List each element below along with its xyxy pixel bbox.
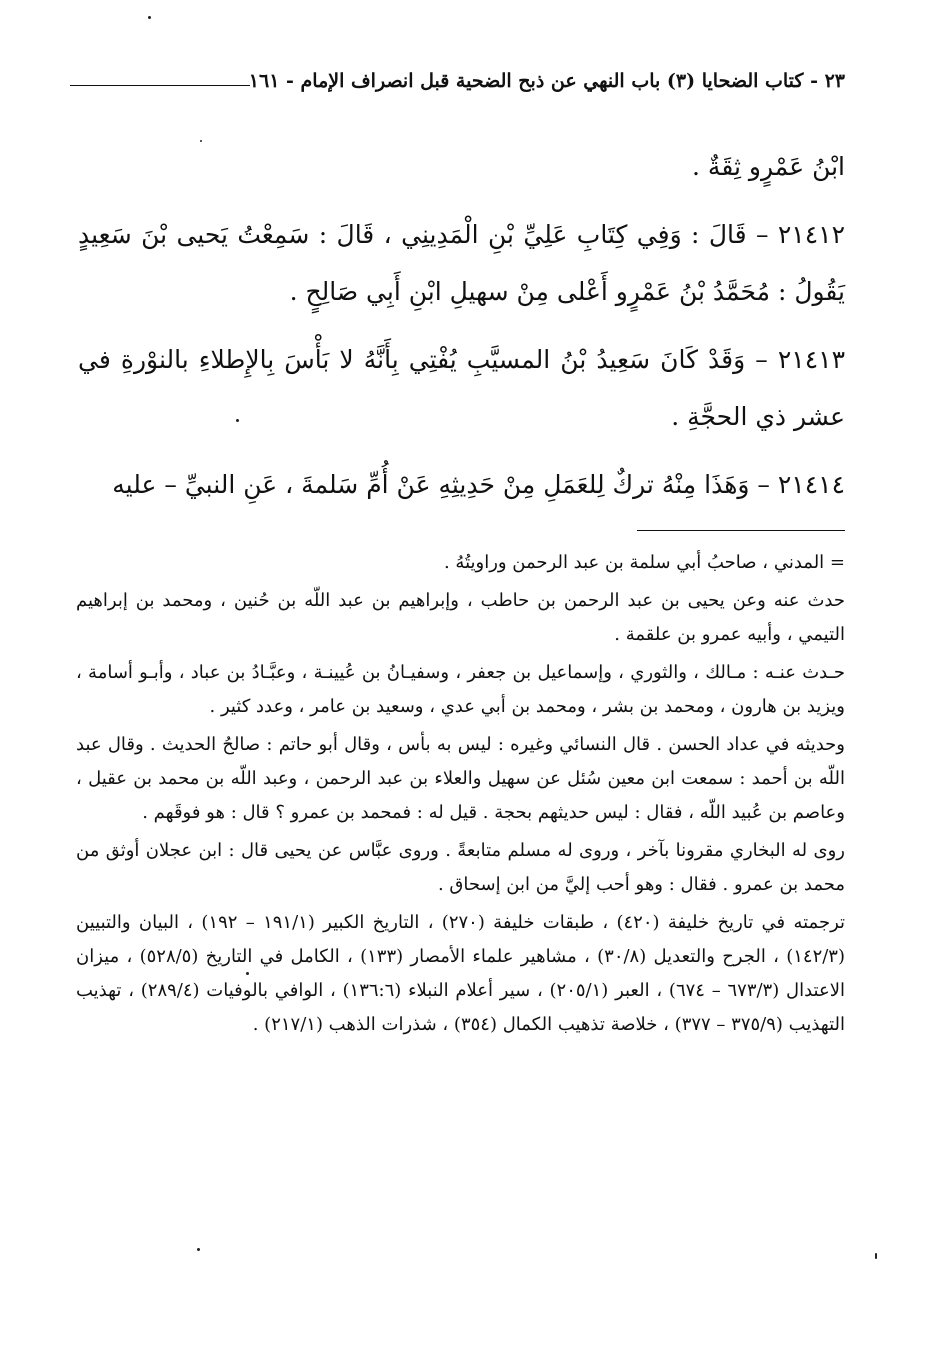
- main-paragraph: ٢١٤١٣ – وَقَدْ كَانَ سَعِيدُ بْنُ المسيَّبِ يُفْتِي بِأَنَّهُ لا بَأْسَ بِالإِطلاءِ بالنوْرةِ في عشر ذي الحجَّةِ .: [78, 345, 845, 431]
- scan-speck: [197, 1248, 200, 1251]
- running-header: [70, 66, 845, 106]
- scan-speck: [246, 972, 249, 975]
- scan-speck: [236, 419, 239, 422]
- header-rule: [70, 85, 250, 86]
- footnotes: [76, 546, 845, 1042]
- main-paragraph: ٢١٤١٤ – وَهَذَا مِنْهُ تركٌ لِلعَمَلِ مِنْ حَدِيثِهِ عَنْ أُمِّ سَلمةَ ، عَنِ النبيِّ – عليه: [112, 470, 845, 499]
- footnote-paragraph: حـدث عنـه : مـالك ، والثوري ، وإسماعيل بن جعفر ، وسفيـانُ بن عُيينـة ، وعبَّـادُ بن عباد ، وأبـو أسامة ، ويزيد بن هارون ، ومحمد بن بشر ، ومحمد بن أبي عدي ، وسعيد بن عامر ، وعدد كثير .: [76, 662, 845, 717]
- footnote-paragraph: حدث عنه وعن يحيى بن عبد الرحمن بن حاطب ، وإبراهيم بن عبد اللّه بن حُنين ، ومحمد بن إبراهيم التيمي ، وأبيه عمرو بن علقمة .: [76, 590, 845, 645]
- main-text: [78, 138, 845, 513]
- running-header-title: ٢٣ - كتاب الضحايا (٣) باب النهي عن ذبح الضحية قبل انصراف الإمام - ١٦١: [248, 70, 845, 92]
- footnote-paragraph: روى له البخاري مقرونا بآخر ، وروى له مسلم متابعةً . وروى عبَّاس عن يحيى قال : ابن عجلان أوثق من محمد بن عمرو . فقال : وهو أحب إليَّ من ابن إسحاق .: [76, 840, 845, 895]
- scan-speck: [200, 140, 202, 142]
- main-paragraph: ٢١٤١٢ – قَالَ : وَفِي كِتَابِ عَلِيِّ بْنِ الْمَدِينِي ، قَالَ : سَمِعْتُ يَحيى بْنَ سَعِيدٍ يَقُولُ : مُحَمَّدُ بْنُ عَمْرٍو أَعْلى مِنْ سهيلِ ابْنِ أَبِي صَالِحٍ .: [78, 220, 845, 306]
- main-paragraph: ابْنُ عَمْرٍو ثِقَةٌ .: [692, 152, 845, 181]
- footnote-paragraph: = المدني ، صاحبُ أبي سلمة بن عبد الرحمن وراويتُهُ .: [443, 552, 845, 573]
- scan-speck: [148, 16, 151, 19]
- footnote-separator: [637, 530, 845, 531]
- scan-speck: [875, 1253, 877, 1259]
- footnote-paragraph: ترجمته في تاريخ خليفة (٤٢٠) ، طبقات خليفة (٢٧٠) ، التاريخ الكبير (١٩١/١ – ١٩٢) ، البيان والتبيين (١٤٢/٣) ، الجرح والتعديل (٣٠/٨) ، مشاهير علماء الأمصار (١٣٣) ، الكامل في التاريخ (٥٢٨/٥) ، ميزان الاعتدال (٦٧٣/٣ – ٦٧٤) ، العبر (٢٠٥/١) ، سير أعلام النبلاء (١٣٦:٦) ، الوافي بالوفيات (٢٨٩/٤) ، تهذيب التهذيب (٣٧٥/٩ – ٣٧٧) ، خلاصة تذهيب الكمال (٣٥٤) ، شذرات الذهب (٢١٧/١) .: [76, 912, 846, 1035]
- footnote-paragraph: وحديثه في عداد الحسن . قال النسائي وغيره : ليس به بأس ، وقال أبو حاتم : صالحُ الحديث . وقال عبد اللّه بن أحمد : سمعت ابن معين سُئل عن سهيل والعلاء بن عبد الرحمن ، وعبد اللّه بن محمد بن عقيل ، وعاصم بن عُبيد اللّه ، فقال : ليس حديثهم بحجة . قيل له : فمحمد بن عمرو ؟ قال : هو فوقَهم .: [76, 734, 845, 823]
